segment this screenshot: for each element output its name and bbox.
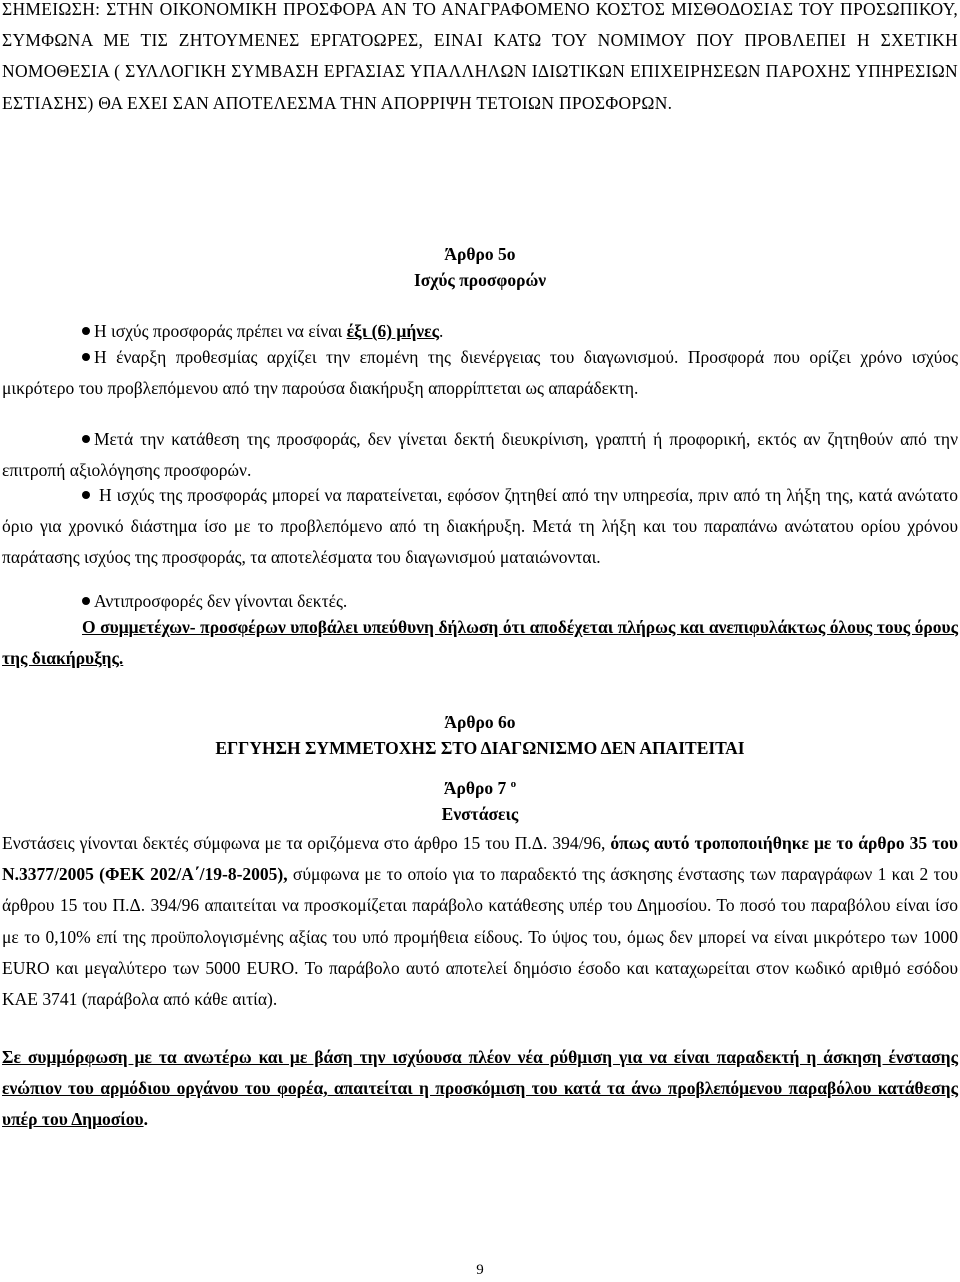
article7-conformity: [2, 1042, 958, 1136]
bullet-icon: [82, 597, 90, 605]
bullet-icon: [82, 353, 90, 361]
article7-heading-sup: ο: [510, 778, 517, 791]
page-number: 9: [476, 1262, 484, 1278]
article5-declaration: [2, 612, 958, 674]
article6-heading: Άρθρο 6ο: [444, 712, 516, 732]
declaration-text: Ο συμμετέχων- προσφέρων υποβάλει υπεύθυνη δήλωση ότι αποδέχεται πλήρως και ανεπιφυλάκτως όλους τους όρους της διακήρυξης.: [2, 617, 958, 669]
bullet-2-text: Η έναρξη προθεσμίας αρχίζει την επομένη της διενέργειας του διαγωνισμού. Προσφορά που ορίζει χρόνο ισχύος μικρότερο του προβλεπόμενου από την παρούσα διακήρυξη απορρίπτεται ως απαράδεκτη.: [2, 347, 958, 399]
bullet-1-end: .: [438, 321, 444, 341]
article5-bullet-4: [2, 480, 958, 574]
note-text: ΣΗΜΕΙΩΣΗ: ΣΤΗΝ ΟΙΚΟΝΟΜΙΚΗ ΠΡΟΣΦΟΡΑ ΑΝ ΤΟ ΑΝΑΓΡΑΦΟΜΕΝΟ ΚΟΣΤΟΣ ΜΙΣΘΟΔΟΣΙΑΣ ΤΟΥ ΠΡΟΣΩΠΙΚΟΥ, ΣΥΜΦΩΝΑ ΜΕ ΤΙΣ ΖΗΤΟΥΜΕΝΕΣ ΕΡΓΑΤΟΩΡΕΣ, ΕΙΝΑΙ ΚΑΤΩ ΤΟΥ ΝΟΜΙΜΟΥ ΠΟΥ ΠΡΟΒΛΕΠΕΙ Η ΣΧΕΤΙΚΗ ΝΟΜΟΘΕΣΙΑ ( ΣΥΛΛΟΓΙΚΗ ΣΥΜΒΑΣΗ ΕΡΓΑΣΙΑΣ ΥΠΑΛΛΗΛΩΝ ΙΔΙΩΤΙΚΩΝ ΕΠΙΧΕΙΡΗΣΕΩΝ ΠΑΡΟΧΗΣ ΥΠΗΡΕΣΙΩΝ ΕΣΤΙΑΣΗΣ) ΘΑ ΕΧΕΙ ΣΑΝ ΑΠΟΤΕΛΕΣΜΑ ΤΗΝ ΑΠΟΡΡΙΨΗ ΤΕΤΟΙΩΝ ΠΡΟΣΦΟΡΩΝ.: [2, 0, 958, 113]
article7-paragraph: [2, 828, 958, 1015]
article5-heading: Άρθρο 5ο: [444, 244, 516, 264]
article7-heading-text: Άρθρο 7: [443, 778, 507, 798]
conformity-end: .: [143, 1109, 148, 1130]
bullet-4-text: Η ισχύς της προσφοράς μπορεί να παρατείνεται, εφόσον ζητηθεί από την υπηρεσία, πριν από τη λήξη της, κατά ανώτατο όριο για χρονικό διάστημα ίσο με το προβλεπόμενο από τη διακήρυξη. Μετά τη λήξη και του παραπάνω ανώτατου ορίου χρόνου παράτασης ισχύος της προσφοράς, τα αποτελέσματα του διαγωνισμού ματαιώνονται.: [2, 485, 958, 568]
bullet-5-text: Αντιπροσφορές δεν γίνονται δεκτές.: [94, 591, 348, 611]
bullet-1-bold: έξι (6) μήνες: [346, 321, 439, 341]
note-paragraph: [2, 0, 958, 119]
article7-subheading: Ενστάσεις: [441, 804, 519, 824]
article7-text-bold: όπως αυτό τροποποιήθηκε με το άρθρο 35 του Ν.3377/2005 (ΦΕΚ 202/Α΄/19-8-2005),: [2, 833, 958, 885]
article7-heading: [0, 778, 960, 799]
bullet-3-text: Μετά την κατάθεση της προσφοράς, δεν γίνεται δεκτή διευκρίνιση, γραπτή ή προφορική, εκτός αν ζητηθούν από την επιτροπή αξιολόγησης προσφορών.: [2, 429, 958, 481]
article5-bullet-3: [2, 424, 958, 486]
bullet-1-text: Η ισχύς προσφοράς πρέπει να είναι: [94, 321, 347, 341]
bullet-icon: [82, 435, 90, 443]
conformity-text: Σε συμμόρφωση με τα ανωτέρω και με βάση την ισχύουσα πλέον νέα ρύθμιση για να είναι παραδεκτή η άσκηση ένστασης ενώπιον του αρμόδιου οργάνου του φορέα, απαιτείται η προσκόμιση του κατά τα άνω προβλεπόμενου παραβόλου κατάθεσης υπέρ του Δημοσίου: [2, 1047, 958, 1130]
article5-subheading: Ισχύς προσφορών: [413, 270, 547, 290]
bullet-icon: [82, 491, 90, 499]
article7-text-start: Ενστάσεις γίνονται δεκτές σύμφωνα με τα οριζόμενα στο άρθρο 15 του Π.Δ. 394/96,: [2, 833, 611, 853]
article5-bullet-2: [2, 342, 958, 404]
article7-text-rest: σύμφωνα με το οποίο για το παραδεκτό της άσκησης ένστασης των παραγράφων 1 και 2 του άρθρου 15 του Π.Δ. 394/96 απαιτείται να προσκομίζεται παράβολο κατάθεσης υπέρ του Δημοσίου. Το ποσό του παραβόλου είναι ίσο με το 0,10% επί της προϋπολογισμένης αξίας του υπό προμήθεια είδους. Το ύψος του, όμως δεν μπορεί να είναι μικρότερο των 1000 EURO και μεγαλύτερο των 5000 EURO. Το παράβολο αυτό αποτελεί δημόσιο έσοδο και καταχωρείται στον κωδικό αριθμό εσόδου ΚΑΕ 3741 (παράβολα από κάθε αιτία).: [2, 864, 958, 1010]
bullet-icon: [82, 327, 90, 335]
article6-subheading: ΕΓΓΥΗΣΗ ΣΥΜΜΕΤΟΧΗΣ ΣΤΟ ΔΙΑΓΩΝΙΣΜΟ ΔΕΝ ΑΠΑΙΤΕΙΤΑΙ: [215, 738, 745, 758]
